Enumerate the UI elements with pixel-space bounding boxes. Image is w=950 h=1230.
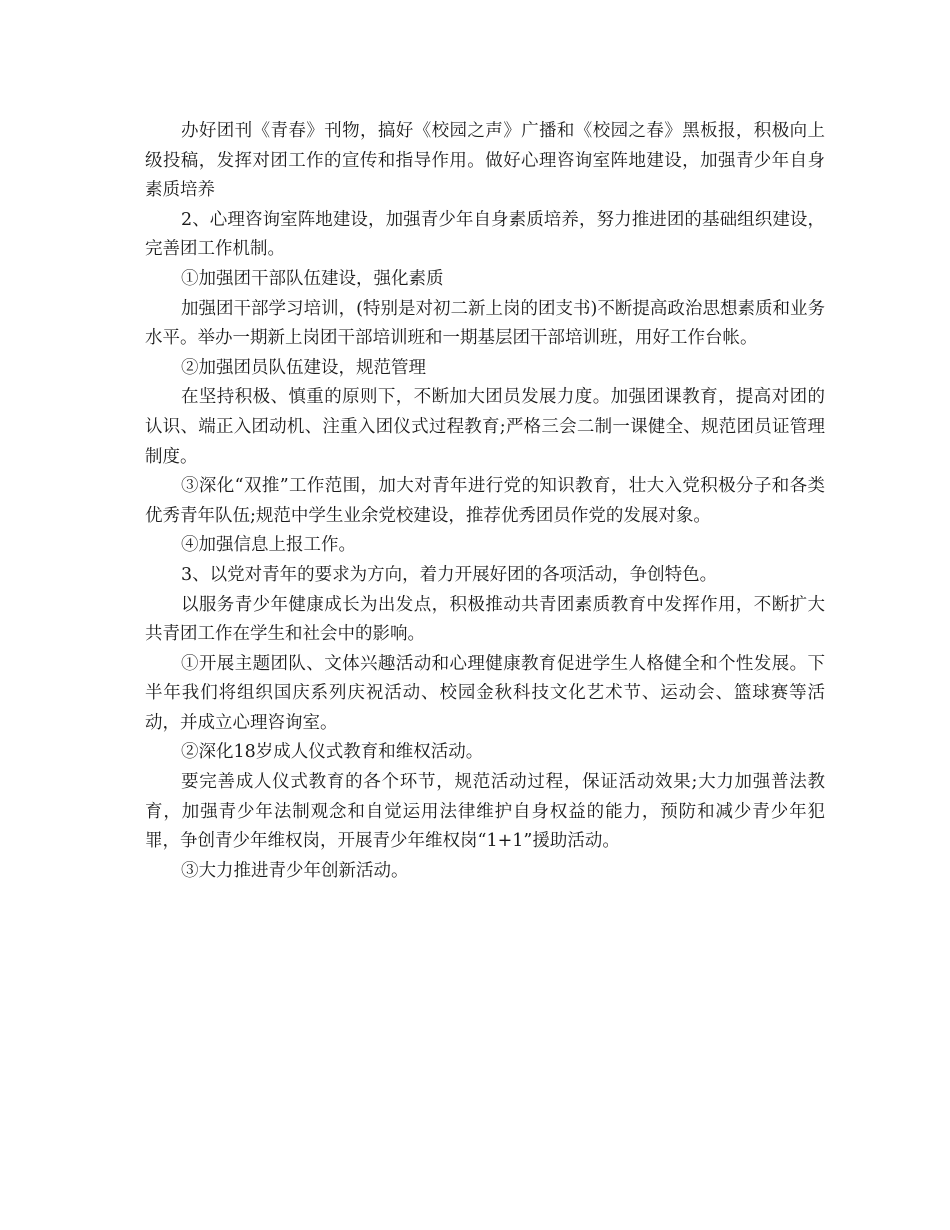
- paragraph-5: ②加强团员队伍建设，规范管理: [181, 357, 426, 378]
- paragraph-1: 办好团刊《青春》刊物，搞好《校园之声》广播和《校园之春》黑板报，积极向上级投稿，发挥对团工作的宣传和指导作用。做好心理咨询室阵地建设，加强青少年自身素质培养: [145, 121, 825, 201]
- paragraph-14: ③大力推进青少年创新活动。: [181, 860, 409, 881]
- paragraph-11: ①开展主题团队、文体兴趣活动和心理健康教育促进学生人格健全和个性发展。下半年我们将组织国庆系列庆祝活动、校园金秋科技文化艺术节、运动会、篮球赛等活动，并成立心理咨询室。: [145, 653, 825, 733]
- paragraph-12: ②深化18岁成人仪式教育和维权活动。: [181, 742, 484, 763]
- paragraph-10: 以服务青少年健康成长为出发点，积极推动共青团素质教育中发挥作用，不断扩大共青团工作在学生和社会中的影响。: [145, 594, 825, 645]
- paragraph-13: 要完善成人仪式教育的各个环节，规范活动过程，保证活动效果;大力加强普法教育，加强青少年法制观念和自觉运用法律维护自身权益的能力，预防和减少青少年犯罪，争创青少年维权岗，开展青少年维权岗“1+1”援助活动。: [145, 772, 825, 852]
- paragraph-7: ③深化“双推”工作范围，加大对青年进行党的知识教育，壮大入党积极分子和各类优秀青年队伍;规范中学生业余党校建设，推荐优秀团员作党的发展对象。: [145, 476, 825, 526]
- document-body: [145, 117, 825, 886]
- paragraph-8: ④加强信息上报工作。: [181, 535, 356, 556]
- paragraph-9: 3、以党对青年的要求为方向，着力开展好团的各项活动，争创特色。: [181, 564, 718, 585]
- paragraph-2: 2、心理咨询室阵地建设，加强青少年自身素质培养，努力推进团的基础组织建设，完善团工作机制。: [145, 209, 825, 260]
- paragraph-3: ①加强团干部队伍建设，强化素质: [181, 268, 444, 289]
- paragraph-6: 在坚持积极、慎重的原则下，不断加大团员发展力度。加强团课教育，提高对团的认识、端正入团动机、注重入团仪式过程教育;严格三会二制一课健全、规范团员证管理制度。: [145, 387, 825, 467]
- paragraph-4: 加强团干部学习培训，(特别是对初二新上岗的团支书)不断提高政治思想素质和业务水平。举办一期新上岗团干部培训班和一期基层团干部培训班，用好工作台帐。: [145, 298, 825, 349]
